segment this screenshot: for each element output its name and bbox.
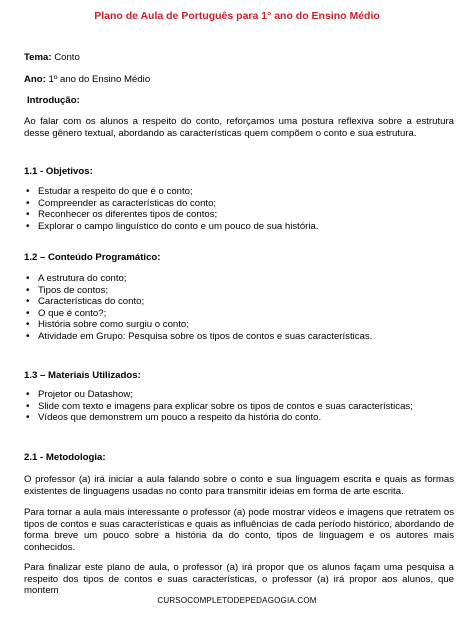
list-item: • O que é conto?;: [24, 308, 372, 320]
list-item: • Estudar a respeito do que é o conto;: [24, 186, 319, 198]
metodologia-paragraph-2: Para tornar a aula mais interessante o professor (a) pode mostrar vídeos e imagens que retratem os tipos de contos e suas características e quais as influências de cada período histórico, abordando de forma breve um pouco sobre a história da do conto, tipos de linguagem e os autores mais conhecidos.: [24, 507, 454, 553]
tema-value: Conto: [51, 52, 80, 63]
conteudo-heading: 1.2 – Conteúdo Programático:: [24, 252, 161, 263]
metodologia-paragraph-1: O professor (a) irá iniciar a aula falando sobre o conto e sua linguagem escrita e quais as formas existentes de linguagens usadas no conto para transmitir ideias em forma de arte escrita.: [24, 474, 454, 497]
list-item: • Características do conto;: [24, 296, 372, 308]
objetivos-list: [24, 186, 319, 232]
list-item: • Tipos de contos;: [24, 285, 372, 297]
tema-line: [24, 52, 80, 64]
ano-line: [24, 74, 150, 86]
footer-site: CURSOCOMPLETODEPEDAGOGIA.COM: [157, 596, 317, 605]
list-item: • Projetor ou Datashow;: [24, 389, 413, 401]
metodologia-heading: 2.1 - Metodologia:: [24, 452, 106, 463]
list-item: • Slide com texto e imagens para explicar sobre os tipos de contos e suas características;: [24, 401, 413, 413]
document-title: Plano de Aula de Português para 1° ano do Ensino Médio: [94, 10, 380, 22]
list-item: • Reconhecer os diferentes tipos de contos;: [24, 209, 319, 221]
ano-value: 1º ano do Ensino Médio: [45, 74, 151, 85]
conteudo-list: [24, 273, 372, 343]
objetivos-heading: 1.1 - Objetivos:: [24, 166, 93, 177]
list-item: • A estrutura do conto;: [24, 273, 372, 285]
list-item: • Explorar o campo linguístico do conto e um pouco de sua história.: [24, 221, 319, 233]
list-item: • Compreender as características do conto;: [24, 198, 319, 210]
ano-label: Ano:: [24, 74, 46, 85]
list-item: • História sobre como surgiu o conto;: [24, 319, 372, 331]
list-item: • Vídeos que demonstrem um pouco a respeito da história do conto.: [24, 412, 413, 424]
intro-heading: Introdução:: [27, 95, 80, 106]
materiais-heading: 1.3 – Materiais Utilizados:: [24, 370, 141, 381]
materiais-list: [24, 389, 413, 424]
tema-label: Tema:: [24, 52, 52, 63]
intro-paragraph: Ao falar com os alunos a respeito do conto, reforçamos uma postura reflexiva sobre a estrutura desse gênero textual, abordando as características quem compõem o conto e sua estrutura.: [24, 116, 454, 139]
list-item: • Atividade em Grupo: Pesquisa sobre os tipos de contos e suas características.: [24, 331, 372, 343]
metodologia-paragraph-3: Para finalizar este plano de aula, o professor (a) irá propor que os alunos façam uma pesquisa a respeito dos tipos de contos e suas características, o professor (a) irá propor aos alunos, que montem: [24, 562, 454, 597]
